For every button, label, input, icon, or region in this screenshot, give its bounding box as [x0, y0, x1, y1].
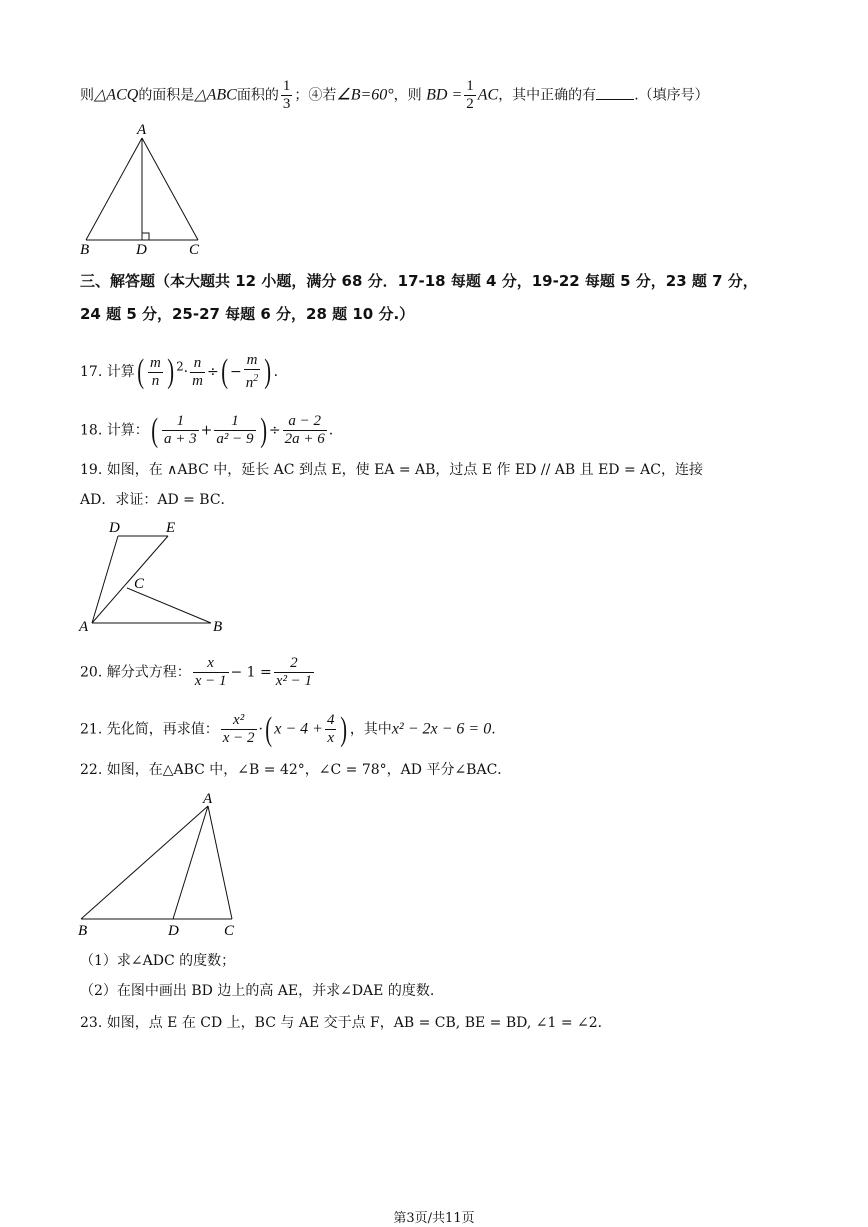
triangle-abc: △ABC	[194, 86, 237, 104]
denominator: a² − 9	[216, 431, 254, 447]
label-e: E	[166, 520, 176, 536]
denominator: 2	[466, 96, 474, 112]
label-c: C	[224, 923, 235, 939]
text: ，其中	[349, 721, 392, 738]
paren-open: (	[220, 353, 228, 390]
ac-expr: AC	[477, 86, 499, 104]
exponent: 2	[176, 359, 184, 374]
denominator: x − 1	[194, 673, 227, 689]
text: ，则	[393, 87, 422, 104]
paren-open: (	[150, 411, 158, 449]
fraction-1-over-a2-minus-9	[214, 413, 255, 448]
question-22: 22. 如图，在△ABC 中，∠B = 42°，∠C = 78°，AD 平分∠BAC．	[80, 762, 512, 778]
paren-close: )	[264, 353, 272, 390]
paren-open: (	[265, 710, 273, 748]
numerator: a − 2	[283, 413, 327, 431]
question-20	[80, 655, 316, 690]
denominator	[244, 370, 261, 392]
denominator: x − 2	[222, 730, 255, 746]
denominator: x² − 1	[275, 673, 313, 689]
label-c: C	[134, 576, 145, 592]
numerator: n	[190, 355, 205, 373]
figure-adceb	[76, 516, 236, 638]
operator: ÷	[268, 422, 281, 439]
bd-expr: BD =	[426, 86, 463, 104]
denominator: 2a + 6	[284, 431, 325, 447]
denominator: a + 3	[164, 431, 197, 447]
expr: x − 4 +	[274, 720, 323, 738]
fraction-x2-over-x-minus-2	[221, 712, 257, 747]
paren-close: )	[259, 411, 267, 449]
numerator: 1	[214, 413, 255, 431]
text: ；④若	[294, 87, 337, 104]
denominator: x	[327, 730, 335, 746]
question-label: 21. 先化简，再求值：	[80, 721, 219, 738]
fraction-x-over-x-minus-1	[193, 655, 229, 690]
fraction-a-minus-2-over-2a-plus-6	[283, 413, 327, 448]
operator: ·	[183, 364, 189, 380]
label-c: C	[189, 242, 200, 258]
numerator: x	[193, 655, 229, 673]
text: 面积的	[236, 87, 279, 104]
paren-close: )	[167, 353, 174, 390]
question-19-line1: 19. 如图，在 ∧ABC 中，延长 AC 到点 E，使 EA = AB，过点 E 作 ED // AB 且 ED = AC，连接	[80, 462, 703, 478]
text: 的面积是	[138, 87, 195, 104]
question-23: 23. 如图，点 E 在 CD 上，BC 与 AE 交于点 F，AB = CB, BE = BD, ∠1 = ∠2．	[80, 1015, 612, 1031]
base: n	[245, 375, 254, 391]
section-heading-line1: 三、解答题（本大题共 12 小题，满分 68 分．17-18 每题 4 分，19-22 每题 5 分，23 题 7 分，	[80, 272, 758, 290]
operator: ·	[258, 721, 263, 738]
numerator: x²	[221, 712, 257, 730]
condition: x² − 2x − 6 = 0	[391, 720, 492, 738]
triangle-acq: △ACQ	[94, 86, 139, 104]
question-label: 20. 解分式方程：	[80, 664, 191, 681]
question-22-part2: （2）在图中画出 BD 边上的高 AE，并求∠DAE 的度数.	[80, 983, 435, 999]
text: 则	[80, 87, 94, 104]
figure-triangle-abc-bisector	[76, 788, 246, 940]
numerator: 1	[466, 78, 474, 94]
question-21	[80, 712, 496, 747]
fraction-4-over-x	[325, 712, 337, 747]
operator: −	[230, 364, 242, 380]
denominator: 3	[282, 96, 291, 112]
paren-close: )	[340, 710, 348, 748]
fraction-1-over-a-plus-3	[162, 413, 199, 448]
question-22-part1: （1）求∠ADC 的度数；	[80, 953, 236, 969]
angle-b: ∠B=60°	[336, 86, 394, 104]
operator: − 1 =	[230, 664, 272, 681]
denominator: m	[192, 372, 203, 389]
operator: +	[200, 422, 213, 439]
text: .	[491, 721, 496, 738]
answer-blank[interactable]	[596, 85, 634, 100]
numerator: m	[150, 354, 161, 371]
fraction-half	[464, 78, 476, 113]
question-label: 17. 计算	[80, 364, 135, 380]
exponent: 2	[253, 373, 259, 384]
paren-open: (	[136, 353, 144, 390]
question-19-line2: AD．求证：AD = BC．	[80, 492, 235, 508]
numerator: 2	[274, 655, 314, 673]
page-number: 第3页/共11页	[393, 1211, 475, 1226]
label-d: D	[136, 242, 147, 258]
text: .（填序号）	[634, 87, 709, 104]
label-a: A	[137, 122, 147, 138]
fraction-2-over-x2-minus-1	[274, 655, 314, 690]
label-a: A	[79, 619, 89, 635]
fraction-one-third	[281, 78, 293, 113]
denominator: n	[151, 372, 160, 389]
text: ，其中正确的有	[498, 87, 597, 104]
question-17	[80, 352, 278, 392]
question-18	[80, 413, 333, 448]
numerator: m	[244, 352, 261, 370]
fraction-m-over-n	[148, 355, 163, 390]
numerator: 1	[162, 413, 199, 431]
numerator: 4	[326, 712, 335, 728]
label-d: D	[168, 923, 179, 939]
label-b: B	[78, 923, 88, 939]
fraction-n-over-m	[190, 355, 205, 390]
label-d: D	[109, 520, 120, 536]
label-b: B	[80, 242, 90, 258]
text: .	[328, 422, 334, 439]
text: .	[273, 364, 279, 380]
label-b: B	[213, 619, 223, 635]
figure-triangle-abd	[76, 120, 206, 260]
q16-continuation	[80, 78, 709, 113]
question-label: 18. 计算：	[80, 422, 149, 439]
operator: ÷	[206, 364, 219, 380]
numerator: 1	[282, 78, 291, 94]
fraction-m-over-n2	[244, 352, 261, 392]
label-a: A	[203, 791, 213, 807]
section-heading-line2: 24 题 5 分，25-27 每题 6 分，28 题 10 分.）	[80, 305, 415, 323]
